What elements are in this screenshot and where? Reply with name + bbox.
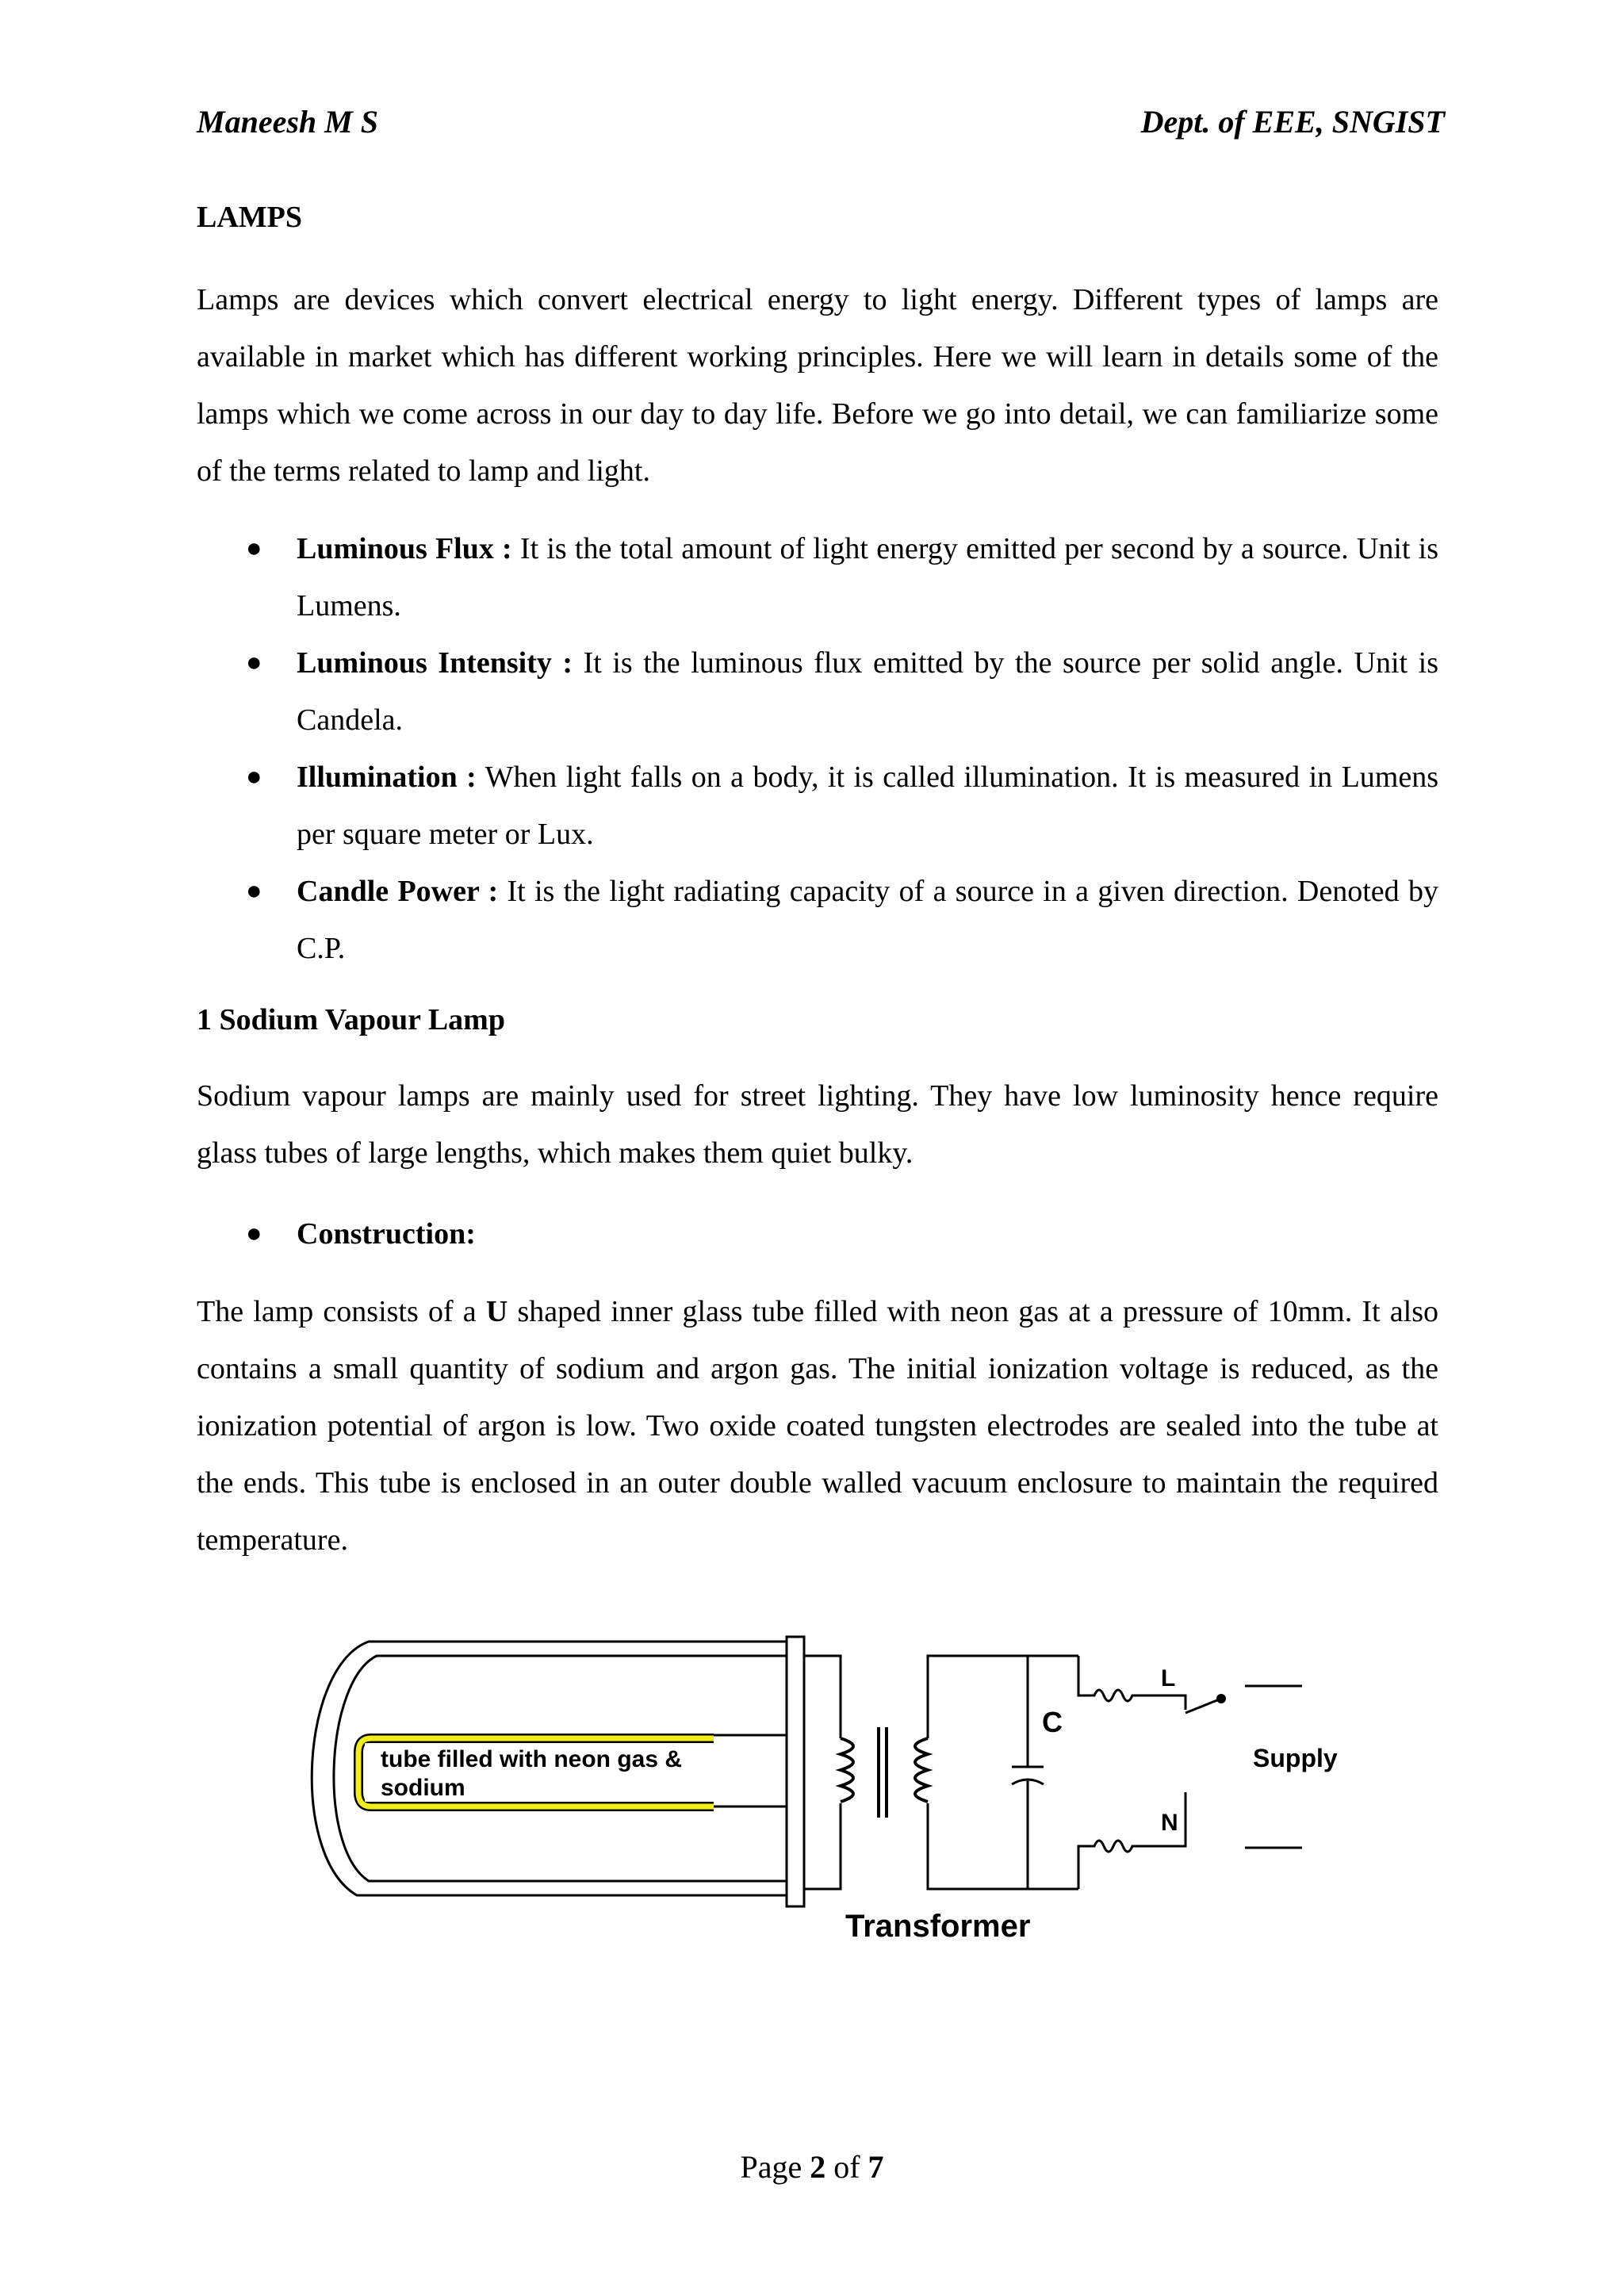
bullet-icon: ● bbox=[246, 534, 262, 563]
construction-text-start: The lamp consists of a bbox=[197, 1295, 486, 1328]
neutral-label: N bbox=[1161, 1810, 1178, 1836]
bullet-icon: ● bbox=[246, 762, 262, 791]
term-label: Illumination : bbox=[297, 761, 477, 794]
sodium-lamp-circuit-diagram bbox=[293, 1634, 1356, 1951]
supply-switch bbox=[1185, 1699, 1221, 1713]
term-label: Luminous Intensity : bbox=[297, 646, 573, 680]
construction-text-bold: U bbox=[485, 1295, 508, 1328]
switch-contact bbox=[1216, 1694, 1226, 1703]
of-word: of bbox=[833, 2149, 860, 2185]
lamps-intro-paragraph: Lamps are devices which convert electrical energy to light energy. Different types of lamps are available in market which has different working principles. Here we will learn in details some of the lamps which we come across in our day to day life. Before we go into detail, we can familiarize some of the terms related to lamp and light. bbox=[197, 283, 1438, 488]
live-label: L bbox=[1161, 1665, 1176, 1692]
tube-label-line2: sodium bbox=[381, 1775, 465, 1801]
term-definition: It is the light radiating capacity of a source in a given direction. Denoted by C.P. bbox=[297, 875, 1438, 965]
supply-label: Supply bbox=[1253, 1744, 1338, 1772]
term-definition: It is the luminous flux emitted by the source per solid angle. Unit is Candela. bbox=[297, 646, 1438, 737]
list-item bbox=[197, 634, 1438, 749]
sodium-intro-paragraph: Sodium vapour lamps are mainly used for street lighting. They have low luminosity hence require glass tubes of large lengths, which makes them quiet bulky. bbox=[197, 1079, 1438, 1170]
secondary-wire bbox=[928, 1803, 1078, 1889]
primary-wire bbox=[804, 1656, 841, 1738]
page-word: Page bbox=[740, 2149, 802, 2185]
capacitor-label: C bbox=[1042, 1706, 1063, 1738]
lamp-terms-list bbox=[197, 520, 1438, 977]
section-title-sodium-vapour-lamp: 1 Sodium Vapour Lamp bbox=[197, 1003, 505, 1036]
term-definition: It is the total amount of light energy emitted per second by a source. Unit is Lumens. bbox=[297, 532, 1438, 623]
term-label: Candle Power : bbox=[297, 875, 499, 908]
term-definition: When light falls on a body, it is called illumination. It is measured in Lumens per square meter or Lux. bbox=[297, 761, 1438, 851]
list-item bbox=[197, 520, 1438, 634]
construction-label: Construction: bbox=[297, 1217, 476, 1251]
construction-text-end: shaped inner glass tube filled with neon gas at a pressure of 10mm. It also contains a small quantity of sodium and argon gas. The initial ionization voltage is reduced, as the ionization potential of argon is low. Two oxide coated tungsten electrodes are sealed into the tube at the ends. This tube is enclosed in an outer double walled vacuum enclosure to maintain the required temperature. bbox=[197, 1295, 1438, 1557]
neutral-wire bbox=[1078, 1792, 1185, 1889]
header-author: Maneesh M S bbox=[197, 104, 378, 140]
list-item bbox=[197, 1205, 1438, 1262]
page-content bbox=[197, 195, 1438, 1569]
bullet-icon: ● bbox=[246, 1219, 262, 1248]
term-label: Luminous Flux : bbox=[297, 532, 512, 565]
total-pages: 7 bbox=[868, 2149, 884, 2185]
primary-wire bbox=[804, 1803, 841, 1889]
page-number bbox=[0, 2145, 1624, 2190]
section-title-lamps: LAMPS bbox=[197, 201, 302, 234]
list-item bbox=[197, 863, 1438, 977]
transformer-label: Transformer bbox=[845, 1909, 1031, 1944]
current-page: 2 bbox=[810, 2149, 826, 2185]
construction-paragraph bbox=[197, 1283, 1438, 1569]
secondary-coil bbox=[915, 1738, 928, 1802]
list-item bbox=[197, 749, 1438, 863]
primary-coil bbox=[841, 1738, 853, 1802]
header-department: Dept. of EEE, SNGIST bbox=[1140, 104, 1445, 140]
construction-list bbox=[197, 1205, 1438, 1262]
lamp-base bbox=[787, 1637, 804, 1906]
bullet-icon: ● bbox=[246, 648, 262, 677]
tube-label-line1: tube filled with neon gas & bbox=[381, 1746, 683, 1772]
bullet-icon: ● bbox=[246, 876, 262, 906]
